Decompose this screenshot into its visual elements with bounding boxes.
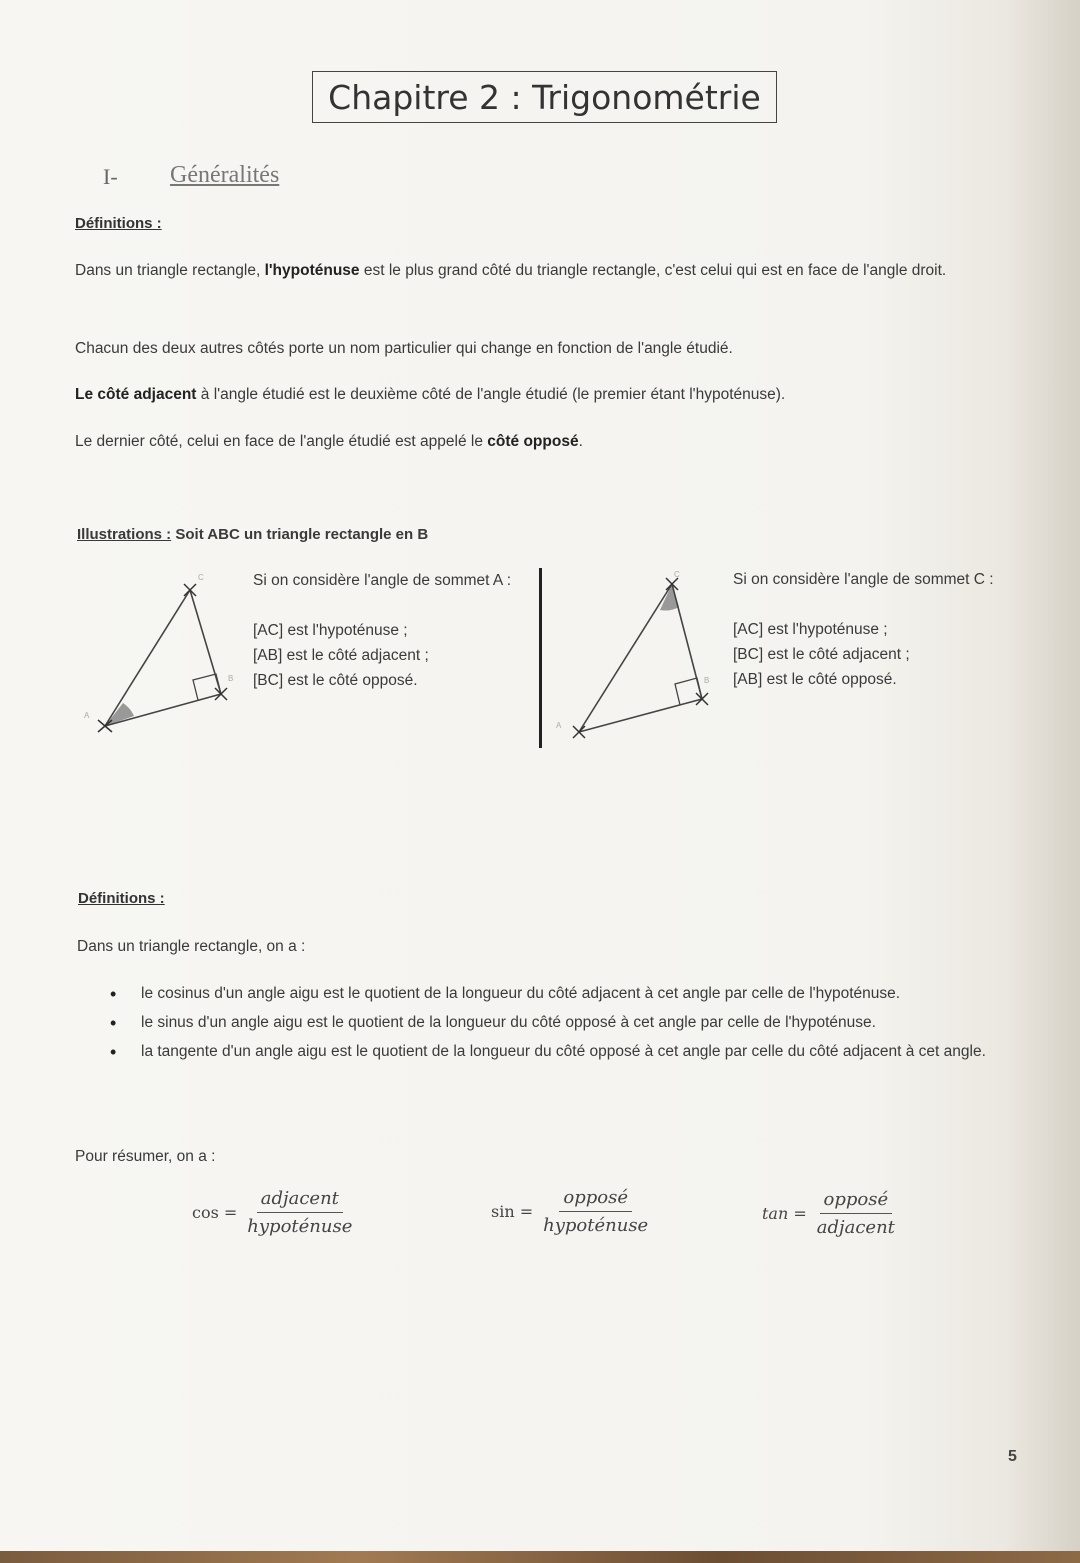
formula-cos-name: cos = <box>192 1203 238 1222</box>
numerator: adjacent <box>257 1188 343 1213</box>
definitions-intro: Dans un triangle rectangle, on a : <box>77 938 306 955</box>
section-title: Généralités <box>170 162 280 188</box>
text-segment: . <box>578 433 583 450</box>
illustrations-heading <box>77 520 677 549</box>
numerator: opposé <box>820 1189 893 1214</box>
left-heading: Si on considère l'angle de sommet A : <box>253 572 511 589</box>
numerator: opposé <box>559 1187 632 1212</box>
formula-tan <box>762 1189 899 1238</box>
illustrations-title: Soit ABC un triangle rectangle en B <box>171 526 429 543</box>
triangle-figure-angle-a <box>78 568 238 748</box>
vertex-label-b: B <box>704 676 710 685</box>
vertex-label-c: C <box>674 570 680 579</box>
term-adjacent: Le côté adjacent <box>75 386 197 403</box>
list-item-sinus: • le sinus d'un angle aigu est le quotient de la longueur du côté opposé à cet angle par celle de l'hypoténuse. <box>110 1009 1018 1037</box>
figure-separator <box>539 568 542 748</box>
definition-other-sides: Chacun des deux autres côtés porte un nom particulier qui change en fonction de l'angle étudié. <box>75 340 733 357</box>
table-edge <box>0 1551 1080 1563</box>
text-segment: à l'angle étudié est le deuxième côté de l'angle étudié (le premier étant l'hypoténuse). <box>196 386 786 403</box>
denominator: hypoténuse <box>247 1216 353 1237</box>
term-opposite: côté opposé <box>487 433 579 450</box>
vertex-label-a: A <box>556 721 562 730</box>
chapter-title: Chapitre 2 : Trigonométrie <box>312 71 777 123</box>
list-item-cosinus: • le cosinus d'un angle aigu est le quotient de la longueur du côté adjacent à cet angle par celle de l'hypoténuse. <box>110 980 1018 1008</box>
fraction <box>243 1188 356 1237</box>
section-number: I- <box>103 164 118 189</box>
definitions-label: Définitions : <box>75 215 162 232</box>
side-ac <box>579 584 672 732</box>
left-line-hypotenuse: [AC] est l'hypoténuse ; <box>253 622 408 639</box>
list-item-tangente: • la tangente d'un angle aigu est le quotient de la longueur du côté opposé à cet angle par celle du côté adjacent à cet angle. <box>110 1038 1018 1066</box>
vertex-label-a: A <box>84 711 90 720</box>
text-segment: Dans un triangle rectangle, <box>75 262 265 279</box>
text-segment: Le dernier côté, celui en face de l'angle étudié est appelé le <box>75 433 488 450</box>
definitions-label-2: Définitions : <box>78 890 165 907</box>
fraction <box>539 1187 652 1236</box>
side-bc <box>190 590 221 694</box>
fraction <box>813 1189 899 1238</box>
definition-adjacent <box>75 380 1005 409</box>
denominator: hypoténuse <box>543 1215 649 1236</box>
vertex-label-b: B <box>228 674 234 683</box>
vertex-label-c: C <box>198 573 204 582</box>
text-segment: est le plus grand côté du triangle rectangle, c'est celui qui est en face de l'angle droit. <box>359 262 947 279</box>
formula-tan-name: tan = <box>762 1204 807 1223</box>
right-line-adjacent: [BC] est le côté adjacent ; <box>733 646 910 663</box>
right-angle-marker <box>675 678 702 705</box>
formula-sin-name: sin = <box>491 1202 534 1221</box>
left-explanation <box>253 568 533 693</box>
definition-opposite <box>75 427 1005 456</box>
term-hypotenuse: l'hypoténuse <box>264 262 360 279</box>
right-angle-marker <box>193 674 221 700</box>
left-line-opposite: [BC] est le côté opposé. <box>253 672 418 689</box>
trig-definitions-list <box>110 980 1018 1067</box>
page-number: 5 <box>1008 1448 1017 1465</box>
illustrations-label: Illustrations : <box>77 526 172 543</box>
denominator: adjacent <box>816 1217 895 1238</box>
formula-sin <box>491 1187 652 1236</box>
left-line-adjacent: [AB] est le côté adjacent ; <box>253 647 429 664</box>
triangle-figure-angle-c <box>552 566 722 750</box>
formula-cos <box>192 1188 356 1237</box>
right-line-hypotenuse: [AC] est l'hypoténuse ; <box>733 621 888 638</box>
right-explanation <box>733 567 1023 692</box>
summary-intro: Pour résumer, on a : <box>75 1148 216 1165</box>
definition-hypotenuse <box>75 256 1005 285</box>
right-heading: Si on considère l'angle de sommet C : <box>733 571 994 588</box>
right-line-opposite: [AB] est le côté opposé. <box>733 671 897 688</box>
